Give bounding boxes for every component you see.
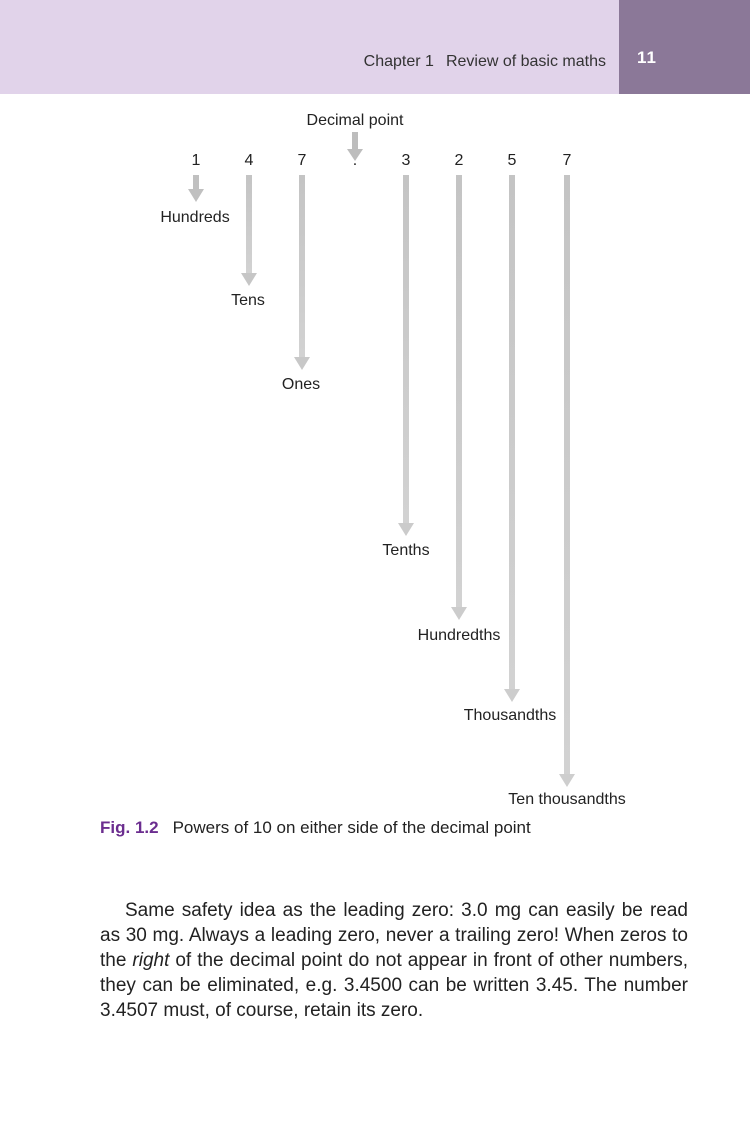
page-number-box xyxy=(619,0,750,94)
hundreds-arrow-head xyxy=(188,189,204,202)
digit-ones: 7 xyxy=(297,152,307,169)
ten-thousandths-arrow-head xyxy=(559,774,575,787)
tenths-arrow-head xyxy=(398,523,414,536)
paragraph-part-2: of the decimal point do not appear in front of other numbers, they can be eliminated, e.g. 3.4500 can be written 3.45. The number 3.4507 must, of course, retain its zero. xyxy=(100,950,688,1021)
running-head xyxy=(364,53,606,71)
label-tens: Tens xyxy=(231,292,265,309)
digit-hundreds: 1 xyxy=(191,152,201,169)
digit-tenths: 3 xyxy=(401,152,411,169)
tens-arrow-shaft xyxy=(246,175,252,273)
ones-arrow-head xyxy=(294,357,310,370)
body-paragraph xyxy=(100,898,688,1023)
digit-thousandths: 5 xyxy=(507,152,517,169)
thousandths-arrow-shaft xyxy=(509,175,515,689)
label-thousandths: Thousandths xyxy=(463,707,557,724)
chapter-title: Review of basic maths xyxy=(445,53,606,70)
decimal-point-label: Decimal point xyxy=(306,112,404,129)
ones-arrow-shaft xyxy=(299,175,305,357)
label-ten-thousandths: Ten thousandths xyxy=(508,791,626,808)
hundredths-arrow-shaft xyxy=(456,175,462,607)
figure-caption xyxy=(100,818,531,838)
label-hundredths: Hundredths xyxy=(417,627,501,644)
label-ones: Ones xyxy=(281,376,321,393)
place-value-figure xyxy=(0,94,750,814)
label-hundreds: Hundreds xyxy=(160,209,230,226)
paragraph-part-1: Same safety idea as the leading zero: 3.0 mg can easily be read as 30 mg. Always a leading zero, never a trailing zero! When zeros to the xyxy=(100,900,688,971)
decimal-point-arrow-shaft xyxy=(352,132,358,149)
digit-hundredths: 2 xyxy=(454,152,464,169)
figure-label: Fig. 1.2 xyxy=(100,818,159,837)
page-header xyxy=(0,0,750,94)
digit-tens: 4 xyxy=(244,152,254,169)
ten-thousandths-arrow-shaft xyxy=(564,175,570,774)
decimal-point: . xyxy=(352,152,358,169)
hundredths-arrow-head xyxy=(451,607,467,620)
tens-arrow-head xyxy=(241,273,257,286)
tenths-arrow-shaft xyxy=(403,175,409,523)
label-tenths: Tenths xyxy=(382,542,430,559)
paragraph-emphasis: right xyxy=(132,950,170,971)
chapter-number: Chapter 1 xyxy=(363,53,434,70)
thousandths-arrow-head xyxy=(504,689,520,702)
page-number: 11 xyxy=(637,48,657,67)
hundreds-arrow-shaft xyxy=(193,175,199,189)
figure-caption-text: Powers of 10 on either side of the decimal point xyxy=(172,818,531,837)
place-value-arrows xyxy=(0,94,750,814)
digit-ten-thousandths: 7 xyxy=(562,152,572,169)
